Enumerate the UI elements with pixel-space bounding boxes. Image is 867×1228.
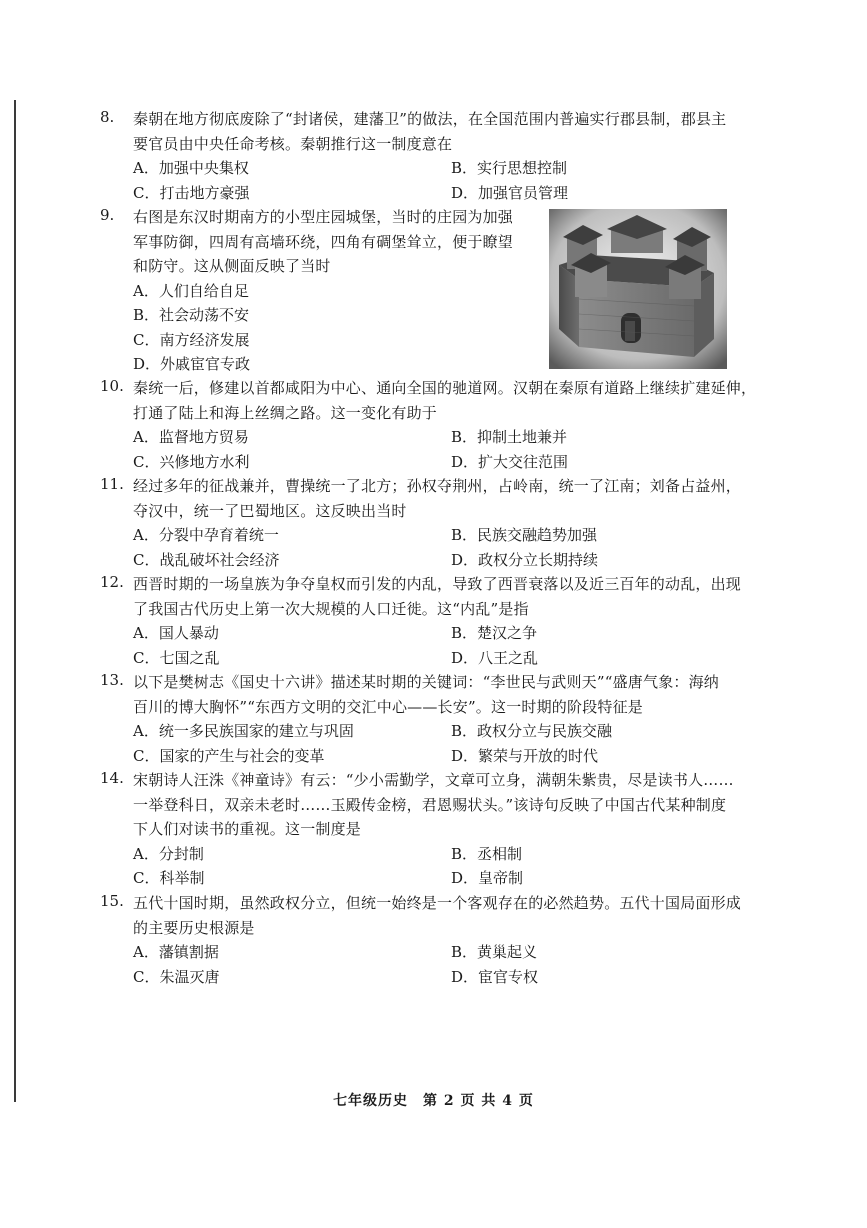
option-b[interactable]: B．楚汉之争 [451,624,538,642]
question-number: 11. [100,475,124,493]
option-b[interactable]: B．丞相制 [451,844,523,863]
stem-line: 西晋时期的一场皇族为争夺皇权而引发的内乱，导致了西晋衰落以及近三百年的动乱，出现 [133,575,742,593]
option-b[interactable]: B．黄巢起义 [451,943,538,961]
stem-line: 夺汉中，统一了巴蜀地区。这反映出当时 [133,501,407,520]
options [133,719,790,768]
option-c[interactable]: C．国家的产生与社会的变革 [133,746,325,765]
page-footer: 七年级历史 第 2 页 共 4 页 [333,1093,534,1109]
question-number: 14. [100,769,124,787]
question-stem [133,891,790,940]
option-c[interactable]: C．兴修地方水利 [133,452,250,471]
option-c[interactable]: C．战乱破坏社会经济 [133,550,280,569]
option-a[interactable]: A．统一多民族国家的建立与巩固 [133,722,354,740]
question-number: 10. [100,377,124,395]
stem-line: 右图是东汉时期南方的小型庄园城堡，当时的庄园为加强 [133,208,514,226]
question-11 [100,474,790,572]
option-d[interactable]: D．政权分立长期持续 [451,550,599,569]
option-c[interactable]: C．七国之乱 [133,648,220,667]
question-10 [100,376,790,474]
options [133,279,540,377]
question-number: 15. [100,892,124,910]
option-a[interactable]: A．人们自给自足 [133,281,249,300]
option-a[interactable]: A．国人暴动 [133,624,219,642]
option-d[interactable]: D．外戚宦官专政 [133,355,251,373]
option-b[interactable]: B．政权分立与民族交融 [451,722,613,740]
question-13 [100,670,790,768]
stem-line: 经过多年的征战兼并，曹操统一了北方；孙权夺荆州，占岭南，统一了江南；刘备占益州， [133,477,742,495]
options [133,523,790,572]
stem-line: 以下是樊树志《国史十六讲》描述某时期的关键词：“李世民与武则天”“盛唐气象：海纳 [133,673,720,691]
option-a[interactable]: A．加强中央集权 [133,159,249,177]
stem-line: 秦朝在地方彻底废除了“封诸侯，建藩卫”的做法，在全国范围内普遍实行郡县制，郡县主 [133,110,727,128]
stem-line: 和防守。这从侧面反映了当时 [133,257,331,275]
question-stem [133,107,790,156]
options [133,842,790,891]
question-12 [100,572,790,670]
option-c[interactable]: C．打击地方豪强 [133,183,250,202]
option-d[interactable]: D．加强官员管理 [451,183,569,202]
question-stem [133,670,790,719]
stem-line: 下人们对读书的重视。这一制度是 [133,820,362,838]
option-c[interactable]: C．朱温灭唐 [133,967,220,986]
option-c[interactable]: C．科举制 [133,869,205,887]
question-number: 13. [100,671,124,689]
question-8 [100,107,790,205]
question-stem [133,768,790,842]
option-b[interactable]: B．民族交融趋势加强 [451,526,598,544]
stem-line: 打通了陆上和海上丝绸之路。这一变化有助于 [133,403,438,422]
question-number: 8. [100,108,115,126]
option-a[interactable]: A．监督地方贸易 [133,428,249,446]
stem-line: 一举登科日，双亲未老时……玉殿传金榜，君恩赐状头。”该诗句反映了中国古代某种制度 [133,795,727,814]
question-number: 12. [100,573,124,591]
question-stem [133,376,790,425]
option-b[interactable]: B．社会动荡不安 [133,306,250,324]
stem-line: 了我国古代历史上第一次大规模的人口迁徙。这“内乱”是指 [133,599,529,618]
stem-line: 要官员由中央任命考核。秦朝推行这一制度意在 [133,134,453,153]
option-a[interactable]: A．藩镇割据 [133,943,219,961]
option-b[interactable]: B．抑制土地兼并 [451,428,568,446]
option-c[interactable]: C．南方经济发展 [133,330,250,349]
stem-line: 宋朝诗人汪洙《神童诗》有云：“少小需勤学，文章可立身，满朝朱紫贵，尽是读书人…… [133,771,734,789]
options [133,621,790,670]
question-stem [133,205,540,279]
option-d[interactable]: D．繁荣与开放的时代 [451,746,599,765]
option-d[interactable]: D．宦官专权 [451,967,539,986]
question-15 [100,891,790,989]
option-d[interactable]: D．皇帝制 [451,869,524,887]
stem-line: 百川的博大胸怀”“东西方文明的交汇中心——长安”。这一时期的阶段特征是 [133,697,644,716]
options [133,940,790,989]
option-a[interactable]: A．分封制 [133,844,204,863]
stem-line: 秦统一后，修建以首都咸阳为中心、通向全国的驰道网。汉朝在秦原有道路上继续扩建延伸， [133,379,757,397]
options [133,425,790,474]
option-b[interactable]: B．实行思想控制 [451,159,568,177]
option-d[interactable]: D．八王之乱 [451,648,539,667]
stem-line: 的主要历史根源是 [133,918,255,937]
question-stem [133,474,790,523]
question-14 [100,768,790,891]
page-edge-line [14,100,16,1102]
option-a[interactable]: A．分裂中孕育着统一 [133,526,279,544]
question-number: 9. [100,206,115,224]
question-9 [100,205,540,377]
option-d[interactable]: D．扩大交往范围 [451,452,569,471]
fortress-figure [549,209,727,369]
options [133,156,790,205]
stem-line: 军事防御，四周有高墙环绕，四角有碉堡耸立，便于瞭望 [133,232,514,251]
question-stem [133,572,790,621]
stem-line: 五代十国时期，虽然政权分立，但统一始终是一个客观存在的必然趋势。五代十国局面形成 [133,894,742,912]
